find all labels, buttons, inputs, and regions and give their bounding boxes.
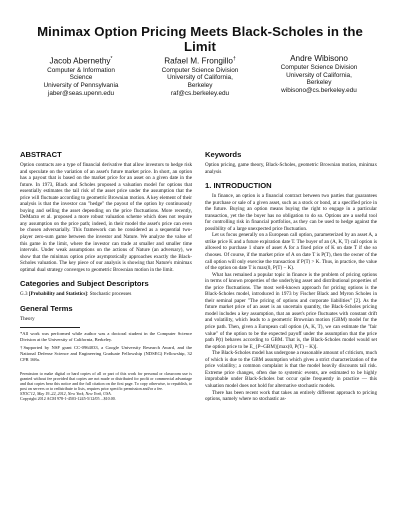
footnote-mark: * bbox=[110, 56, 113, 62]
author-name: Jacob Abernethy* bbox=[49, 56, 113, 66]
author-affiliation-line: University of Pennsylvania bbox=[43, 81, 119, 89]
author-email: wibisono@cs.berkeley.edu bbox=[281, 86, 357, 94]
author-affiliation-line: University of California, bbox=[286, 71, 352, 79]
author-block bbox=[22, 54, 378, 97]
right-column bbox=[205, 150, 377, 403]
author-email: raf@cs.berkeley.edu bbox=[170, 89, 230, 97]
intro-paragraph-5: There has been recent work that takes an entirely different approach to pricing options, namely where no stochastic as- bbox=[205, 389, 377, 403]
author-name: Andre Wibisono bbox=[290, 54, 348, 63]
copyright-line: Copyright 2012 ACM 978-1-4503-1245-5/12/05 ...$10.00. bbox=[20, 396, 116, 402]
author-affiliation-line: Computer & Information bbox=[47, 66, 115, 74]
introduction-heading: 1. INTRODUCTION bbox=[205, 181, 272, 191]
keywords-text: Option pricing, game theory, Black-Scholes, geometric Brownian motion, minimax analysis bbox=[205, 162, 377, 175]
footnote-1: *All work was performed while author was a doctoral student in the Computer Science Division at the University of California, Berkeley. bbox=[20, 331, 192, 343]
author-2 bbox=[141, 54, 259, 97]
general-terms-heading: General Terms bbox=[20, 303, 73, 313]
author-affiliation-line: Berkeley bbox=[306, 79, 332, 87]
author-affiliation-line: Computer Science Division bbox=[161, 66, 239, 74]
author-affiliation-line: Computer Science Division bbox=[280, 64, 358, 71]
permission-notice: Permission to make digital or hard copies of all or part of this work for personal or classroom use is granted without fee provided that copies are not made or distributed for profit or commercial advantage and that copies bear this notice and the full citation on the first page. To copy otherwise, to republish, to post on servers or to redistribute to lists, requires prior specific permission and/or a fee. bbox=[20, 370, 192, 392]
paper-title: Minimax Option Pricing Meets Black-Scholes in the Limit bbox=[37, 24, 363, 54]
intro-paragraph-3: What has remained a popular topic in finance is the problem of pricing options in terms of known properties of the underlying asset and distributional properties of the price fluctuations. The most well-known approach for pricing options is the Black-Scholes model, introduced in 1973 by Fischer Black and Myron Scholes in their seminal paper "The pricing of options and corporate liabilities" [2]. As the future market price of an asset is an uncertain quantity, the Black-Scholes pricing model includes a key assumption, that an asset's price fluctuates with constant drift and volatility, which leads to a geometric Brownian motion (GBM) model for the price path. Then, given a European call option (A, K, T), we can estimate the "fair value" of the option to be the expected payoff under the assumption that the price path P(t) behaves according to GBM. That is, the Black-Scholes model would set the option price to be E_{P~GBM}[max(0, P(T) − K)]. bbox=[205, 271, 377, 350]
author-3 bbox=[260, 54, 378, 97]
left-column bbox=[20, 150, 192, 401]
intro-paragraph-1: In finance, an option is a financial contract between two parties that guarantees the purchase or sale of a given asset, such as a stock or bond, at a specified price in the future. Buying an option means buying the right to engage in a particular transaction, yet the the buyer has no obligation to do so. Options are a useful tool for controlling risk in financial portfolios, as they can be used to hedge against the possibility of a large unexpected price fluctuation. bbox=[205, 193, 377, 232]
categories-heading: Categories and Subject Descriptors bbox=[20, 279, 149, 289]
author-affiliation-line: Science bbox=[69, 74, 93, 82]
venue-line: STOC'12, May 19–22, 2012, New York, New York, USA. bbox=[20, 391, 112, 397]
abstract-heading: ABSTRACT bbox=[20, 150, 62, 159]
footnote-divider bbox=[20, 327, 80, 328]
author-1 bbox=[22, 54, 140, 97]
intro-paragraph-4: The Black-Scholes model has undergone a reasonable amount of criticism, much of which is due to the GBM assumption which gives a strict characterization of the price volatility; a common complaint is that the model heavily discounts tail risk. Extreme price changes, often due to systemic events, are estimated to be highly improbable under Black-Scholes but occur quite frequently in practice — this valuation model does not hold for alternative stochastic models. bbox=[205, 350, 377, 389]
intro-paragraph-2: Let us focus generally on a European call option, parameterized by an asset A, a strike price K and a future expiration date T. The buyer of an (A, K, T) call option is allowed to purchase 1 share of asset A for a fixed price of K on date T if she so chooses. Of course, if the market price of A on date T is P(T), then the owner of the call option will only exercise the transaction if P(T) > K. Thus, in practice, the value of the option on date T is max(0, P(T) − K). bbox=[205, 232, 377, 272]
author-name: Rafael M. Frongillo† bbox=[164, 56, 236, 66]
author-affiliation-line: Berkeley bbox=[187, 81, 213, 89]
general-terms-text: Theory bbox=[20, 315, 35, 322]
categories-text: G.3 [Probability and Statistics]: Stochastic processes bbox=[20, 291, 132, 298]
footnote-mark: † bbox=[232, 56, 236, 62]
abstract-text: Option contracts are a type of financial derivative that allow investors to hedge risk and speculate on the variation of an asset's future market price. In short, an option has a payout that is based on the market price for an asset on a given date in the future. In 1973, Black and Scholes proposed a valuation model for options that essentially estimates the tail risk of the asset price under the assumption that the price will fluctuate according to geometric Brownian motion. A key element of their analysis is that the investor can "hedge" the payout of the option by continuously buying and selling the asset depending on the price fluctuations. More recently, DeMarzo et al. proposed a more robust valuation scheme which does not require any assumption on the price path; indeed, in their model the asset's price can even be chosen adversarially. This framework can be considered as a sequential two-player zero-sum game between the investor and Nature. We analyze the value of this game in the limit, where the investor can trade at smaller and smaller time intervals. Under weak assumptions on the actions of Nature (an adversary), we show that the minimax option price asymptotically approaches exactly the Black-Scholes valuation. The key piece of our analysis is showing that Nature's minimax optimal dual strategy converges to geometric Brownian motion in the limit. bbox=[20, 162, 192, 273]
keywords-heading: Keywords bbox=[205, 150, 242, 159]
author-affiliation-line: University of California, bbox=[167, 74, 233, 82]
author-email: jaber@seas.upenn.edu bbox=[47, 89, 115, 97]
footnote-2: †Supported by NSF grant CC-0964033, a Google University Research Award, and the National Defense Science and Engineering Graduate Fellowship (NDSEG) Fellowship, 32 CFR 168a. bbox=[20, 345, 192, 363]
